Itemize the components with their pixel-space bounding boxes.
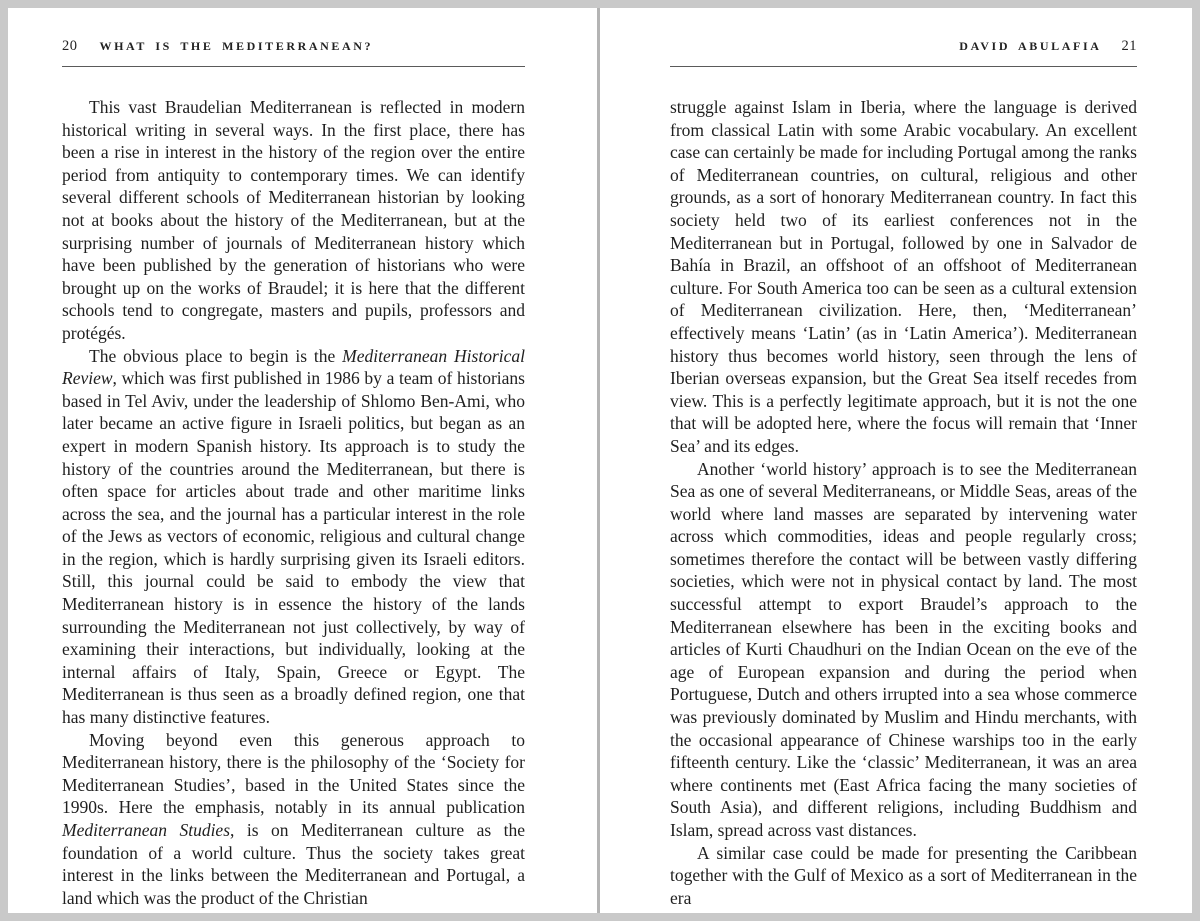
left-running-header bbox=[62, 38, 525, 55]
text-segment: A similar case could be made for presenting the Caribbean together with the Gulf of Mexico as a sort of Mediterranean in the era bbox=[670, 842, 1137, 908]
page-spread bbox=[8, 8, 1192, 913]
left-running-head-title: WHAT IS THE MEDITERRANEAN? bbox=[99, 39, 374, 53]
right-page bbox=[600, 8, 1192, 913]
paragraph bbox=[62, 345, 525, 729]
paragraph bbox=[62, 96, 525, 345]
left-header-rule bbox=[62, 66, 525, 67]
text-segment: The obvious place to begin is the bbox=[89, 345, 343, 366]
right-text-column bbox=[670, 96, 1137, 909]
text-segment: This vast Braudelian Mediterranean is reflected in modern historical writing in several ways. In the first place, there has been a rise in interest in the history of the region over the entire period from antiquity to contemporary times. We can identify several different schools of Mediterranean historian by looking not at books about the history of the Mediterranean, but at the surprising number of journals of Mediterranean history which have been published by the generation of historians who were brought up on the works of Braudel; it is here that the different schools tend to congregate, masters and pupils, professors and protégés. bbox=[62, 97, 525, 343]
left-text-column bbox=[62, 96, 525, 909]
right-page-number: 21 bbox=[1121, 38, 1137, 54]
italic-text-segment: Mediterranean Studies bbox=[62, 820, 231, 840]
paragraph bbox=[670, 96, 1137, 458]
text-segment: , which was first published in 1986 by a team of historians based in Tel Aviv, under the leadership of Shlomo Ben-Ami, who later became an active figure in Israeli politics, but began as an expert in modern Spanish history. Its approach is to study the history of the countries around the Mediterranean, but there is often space for articles about trade and other maritime links across the sea, and the journal has a particular interest in the role of the Jews as vectors of economic, religious and cultural change in the region, which is hardly surprising given its Israeli editors. Still, this journal could be said to embody the view that Mediterranean history is in essence the history of the lands surrounding the Mediterranean not just collectively, by way of examining their interactions, but individually, looking at the internal affairs of Italy, Spain, Greece or Egypt. The Mediterranean is thus seen as a broadly defined region, one that has many distinctive features. bbox=[62, 368, 525, 728]
right-running-head-author: DAVID ABULAFIA bbox=[959, 39, 1102, 53]
italic-text-segment: Mediterranean Historical Review bbox=[62, 345, 525, 389]
text-segment: struggle against Islam in Iberia, where the language is derived from classical Latin with some Arabic vocabulary. An excellent case can certainly be made for including Portugal among the ranks of Mediterranean countries, on cultural, religious and other grounds, as a sort of honorary Mediterranean country. In fact this society held two of its earliest conferences not in the Mediterranean but in Portugal, followed by one in Salvador de Bahía in Brazil, an offshoot of an offshoot of Mediterranean culture. For South America too can be seen as a cultural extension of Mediterranean civilization. Here, then, ‘Mediterranean’ effectively means ‘Latin’ (as in ‘Latin America’). Mediterranean history thus becomes world history, seen through the lens of Iberian overseas expansion, but the Great Sea itself recedes from view. This is a perfectly legitimate approach, but it is not the one that will be adopted here, where the focus will remain that ‘Inner Sea’ and its edges. bbox=[670, 97, 1137, 456]
paragraph bbox=[62, 729, 525, 910]
paragraph bbox=[670, 842, 1137, 910]
left-page bbox=[8, 8, 600, 913]
text-segment: Moving beyond even this generous approach to Mediterranean history, there is the philosophy of the ‘Society for Mediterranean Studies’, based in the United States since the 1990s. Here the emphasis, notably in its annual publication bbox=[62, 729, 525, 818]
text-segment: Another ‘world history’ approach is to see the Mediterranean Sea as one of several Mediterraneans, or Middle Seas, areas of the world where land masses are separated by intervening water across which commodities, ideas and people regularly cross; sometimes therefore the contact will be between vastly differing societies, which were not in physical contact by land. The most successful attempt to export Braudel’s approach to the Mediterranean elsewhere has been in the exciting books and articles of Kurti Chaudhuri on the Indian Ocean on the eve of the age of European expansion and during the period when Portuguese, Dutch and others irrupted into a sea whose commerce was previously dominated by Muslim and Hindu merchants, with the occasional appearance of Chinese warships too in the early fifteenth century. Like the ‘classic’ Mediterranean, it was an area where continents met (East Africa facing the many societies of South Asia), and different religions, including Buddhism and Islam, spread across vast distances. bbox=[670, 458, 1137, 840]
right-running-header bbox=[670, 38, 1137, 55]
left-page-number: 20 bbox=[62, 38, 78, 54]
text-segment: , is on Mediterranean culture as the foundation of a world culture. Thus the society takes great interest in the links between the Mediterranean and Portugal, a land which was the product of the Christian bbox=[62, 820, 525, 908]
paragraph bbox=[670, 458, 1137, 842]
right-header-rule bbox=[670, 66, 1137, 67]
